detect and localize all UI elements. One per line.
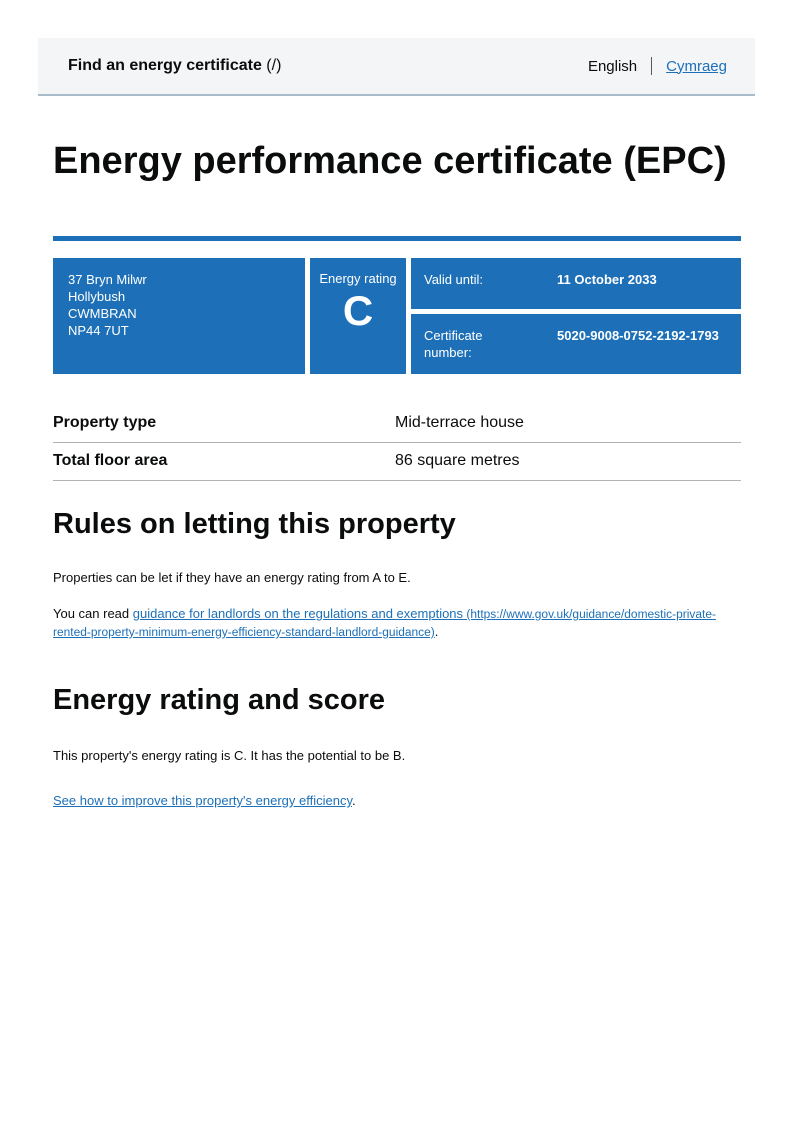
table-row-floor-area — [53, 443, 741, 481]
address-line-3: CWMBRAN — [68, 306, 137, 321]
landlord-guidance-link[interactable] — [53, 606, 716, 639]
property-type-value: Mid-terrace house — [395, 414, 524, 431]
certificate-number-label: Certificate number: — [424, 328, 483, 360]
valid-until-value: 11 October 2033 — [557, 272, 657, 287]
energy-rating-paragraph: This property's energy rating is C. It has the potential to be B. — [53, 748, 406, 763]
letting-rules-heading: Rules on letting this property — [53, 508, 456, 540]
table-row-property-type — [53, 405, 741, 443]
landlord-guidance-paragraph — [53, 605, 741, 641]
language-divider — [651, 57, 652, 75]
guidance-text-prefix: You can read — [53, 606, 133, 621]
energy-rating-cell — [310, 258, 406, 374]
property-type-label: Property type — [53, 414, 157, 431]
service-href-suffix: (/) — [261, 57, 282, 74]
service-name-link[interactable] — [68, 57, 281, 75]
certificate-number-row — [411, 314, 741, 374]
address-line-2: Hollybush — [68, 289, 126, 304]
property-address — [53, 258, 305, 374]
address-line-4: NP44 7UT — [68, 323, 129, 338]
certificate-number-value: 5020-9008-0752-2192-1793 — [557, 328, 719, 343]
page-title: Energy performance certificate (EPC) — [53, 140, 727, 182]
service-name-text: Find an energy certificate — [68, 57, 262, 74]
valid-until-row — [411, 258, 741, 309]
guidance-link-text: guidance for landlords on the regulations and exemptions — [132, 606, 464, 621]
header-bar — [38, 38, 755, 96]
property-details-table — [53, 405, 741, 481]
improve-efficiency-paragraph — [53, 792, 741, 809]
language-link-cymraeg[interactable]: Cymraeg — [666, 57, 727, 75]
certificate-summary-box — [53, 258, 741, 374]
section-rule — [53, 236, 741, 241]
letting-rules-section — [53, 506, 741, 641]
certificate-meta — [411, 258, 741, 374]
guidance-text-suffix: . — [434, 624, 439, 639]
main-content — [53, 96, 741, 809]
address-line-1: 37 Bryn Milwr — [68, 272, 147, 287]
guidance-link-url: (https://www.gov.uk/guidance/domestic-private-rented-property-minimum-energy-efficiency-standard-landlord-guidance) — [53, 607, 716, 639]
energy-rating-label: Energy rating — [319, 271, 397, 286]
letting-rules-paragraph: Properties can be let if they have an energy rating from A to E. — [53, 570, 411, 585]
improve-link-suffix: . — [351, 793, 356, 808]
floor-area-label: Total floor area — [53, 452, 168, 469]
language-current: English — [587, 57, 638, 75]
language-switcher — [588, 57, 727, 75]
improve-efficiency-link[interactable]: See how to improve this property's energy efficiency — [53, 793, 352, 808]
floor-area-value: 86 square metres — [395, 452, 520, 469]
energy-rating-section — [53, 682, 741, 809]
energy-rating-heading: Energy rating and score — [53, 684, 385, 716]
energy-rating-letter: C — [342, 287, 374, 334]
valid-until-label: Valid until: — [424, 272, 484, 287]
